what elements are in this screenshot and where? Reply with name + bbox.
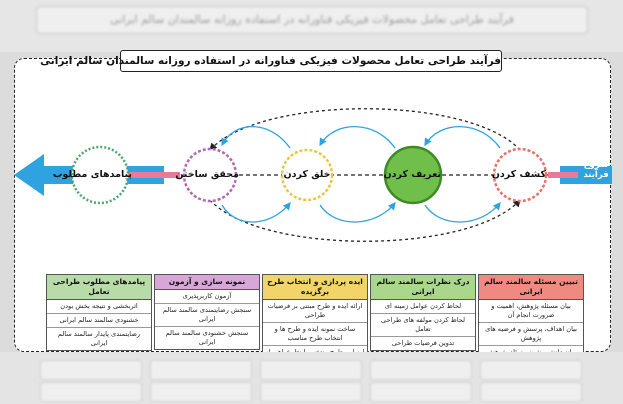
blurred-footer-cell <box>40 360 142 380</box>
table-row: رضایتمندی پایدار سالمند سالم ایرانی <box>57 330 141 347</box>
blurred-footer-band <box>0 352 623 404</box>
table-header: نمونه سازی و آزمون <box>155 275 259 290</box>
node-label-define: تعریف کردن <box>383 169 441 180</box>
loop-2-top <box>320 127 395 148</box>
table-header: پیامدهای مطلوب طراحی تعامل <box>47 275 151 300</box>
blurred-header-title: فرآیند طراحی تعامل محصولات فیزیکی فناورانه در استفاده روزانه سالمندان سالم ایرانی <box>36 6 588 34</box>
table-row: بیان مسئله پژوهش، اهمیت و ضرورت انجام آن <box>479 300 583 323</box>
start-label: شروع فرآیند <box>583 160 609 180</box>
node-label-outcome: پیامدهای مطلوب <box>52 169 132 180</box>
table-row: ساخت نمونه ایده و طرح ها و انتخاب طرح مناسب <box>263 323 367 346</box>
node-label-discover: کشف کردن <box>491 169 546 180</box>
table-row: سنجش رضایتمندی سالمند سالم ایرانی <box>155 304 259 327</box>
stage-table-realize <box>154 274 260 350</box>
diagram-title: فرآیند طراحی تعامل محصولات فیزیکی فناورانه در استفاده روزانه سالمندان سالم ایرانی <box>120 50 502 72</box>
blurred-footer-cell <box>480 382 582 402</box>
node-label-create: خلق کردن <box>283 169 331 180</box>
blurred-footer-cell <box>370 360 472 380</box>
loop-2-bottom <box>320 203 395 222</box>
start-arrow-stripe <box>548 172 578 178</box>
table-row: لحاظ کردن مولفه های طراحی تعامل <box>371 314 475 337</box>
loop-3-top <box>222 127 290 148</box>
table-row: آزمون کاربرپذیری <box>155 290 259 304</box>
blurred-footer-cell <box>260 382 362 402</box>
table-row: بیان اهداف، پرسش و فرضیه های پژوهش <box>479 323 583 346</box>
blurred-footer-cell <box>480 360 582 380</box>
table-row: اثربخشی و نتیجه بخش بودن <box>47 300 151 314</box>
loop-3-bottom <box>222 203 290 222</box>
table-header: ایده پردازی و انتخاب طرح برگزیده <box>263 275 367 300</box>
table-row: تدوین فرضیات طراحی <box>391 339 455 347</box>
table-row: سنجش خشنودی سالمند سالم ایرانی <box>165 329 249 346</box>
table-row: خشنودی سالمند سالم ایرانی <box>47 314 151 328</box>
blurred-footer-cell <box>40 382 142 402</box>
node-label-realize: محقق ساختن <box>175 169 239 180</box>
blurred-footer-cell <box>370 382 472 402</box>
stage-table-define <box>370 274 476 351</box>
exit-arrow-head <box>14 154 44 196</box>
stage-table-discover <box>478 274 584 360</box>
table-header: درک نظرات سالمند سالم ایرانی <box>371 275 475 300</box>
blurred-footer-cell <box>150 382 252 402</box>
stage-table-outcome <box>46 274 152 351</box>
loop-1-bottom <box>425 203 500 222</box>
blurred-footer-cell <box>260 360 362 380</box>
table-row: ارائه ایده و طرح مبتنی بر فرضیات طراحی <box>263 300 367 323</box>
table-header: تبیین مسئله سالمند سالم ایرانی <box>479 275 583 300</box>
blurred-footer-cell <box>150 360 252 380</box>
table-row: لحاظ کردن عوامل زمینه ای <box>371 300 475 314</box>
